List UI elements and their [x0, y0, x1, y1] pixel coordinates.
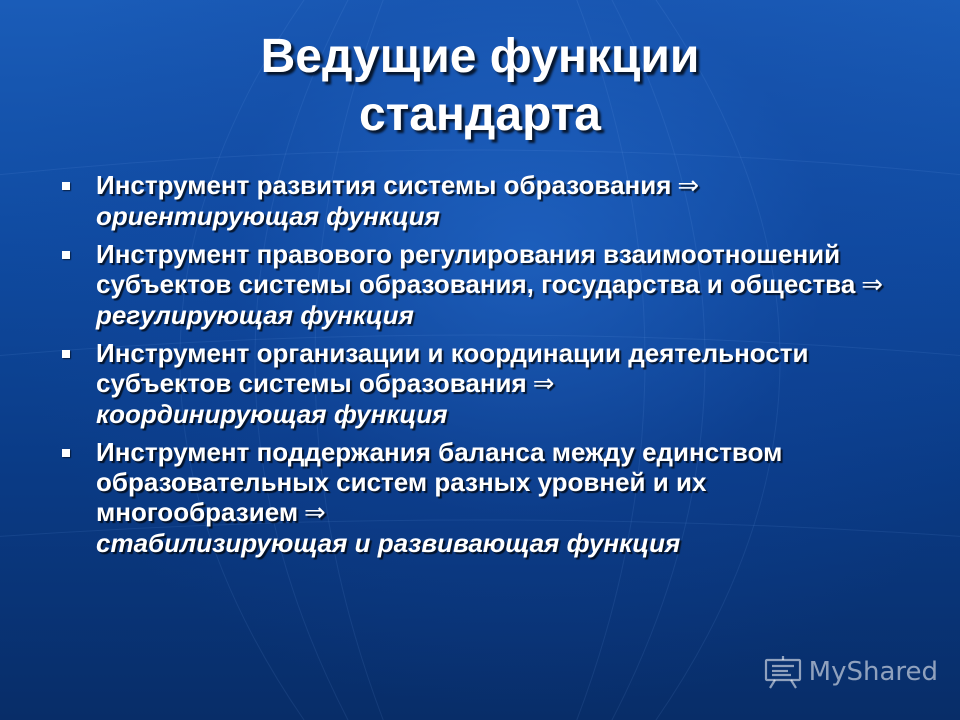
list-item	[56, 338, 916, 429]
square-bullet-icon	[62, 350, 70, 358]
implies-arrow-icon: ⇒	[677, 171, 700, 201]
item-function: регулирующая функция	[96, 300, 414, 330]
function-list	[56, 170, 916, 566]
slide-title	[0, 28, 960, 144]
slide-title-line-2: стандарта	[359, 88, 601, 141]
item-function: координирующая функция	[96, 399, 448, 429]
square-bullet-icon	[62, 251, 70, 259]
square-bullet-icon	[62, 182, 70, 190]
item-text: Инструмент организации и координации деятельности субъектов системы образования	[96, 338, 809, 398]
implies-arrow-icon: ⇒	[861, 270, 884, 300]
list-item	[56, 437, 916, 558]
list-item	[56, 239, 916, 330]
implies-arrow-icon: ⇒	[532, 369, 555, 399]
slide-title-line-1: Ведущие функции	[260, 30, 700, 83]
item-function: стабилизирующая и развивающая функция	[96, 528, 681, 558]
item-text: Инструмент развития системы образования	[96, 170, 672, 200]
watermark-text: MyShared	[808, 657, 938, 687]
item-text: Инструмент поддержания баланса между единством образовательных систем разных уровней и их многообразием	[96, 437, 783, 527]
implies-arrow-icon: ⇒	[304, 498, 326, 528]
item-function: ориентирующая функция	[96, 201, 440, 231]
list-item	[56, 170, 916, 231]
item-text: Инструмент правового регулирования взаимоотношений субъектов системы образования, государства и общества	[96, 239, 856, 299]
square-bullet-icon	[62, 449, 70, 457]
presentation-board-icon	[763, 654, 803, 690]
myshared-watermark	[763, 654, 938, 690]
